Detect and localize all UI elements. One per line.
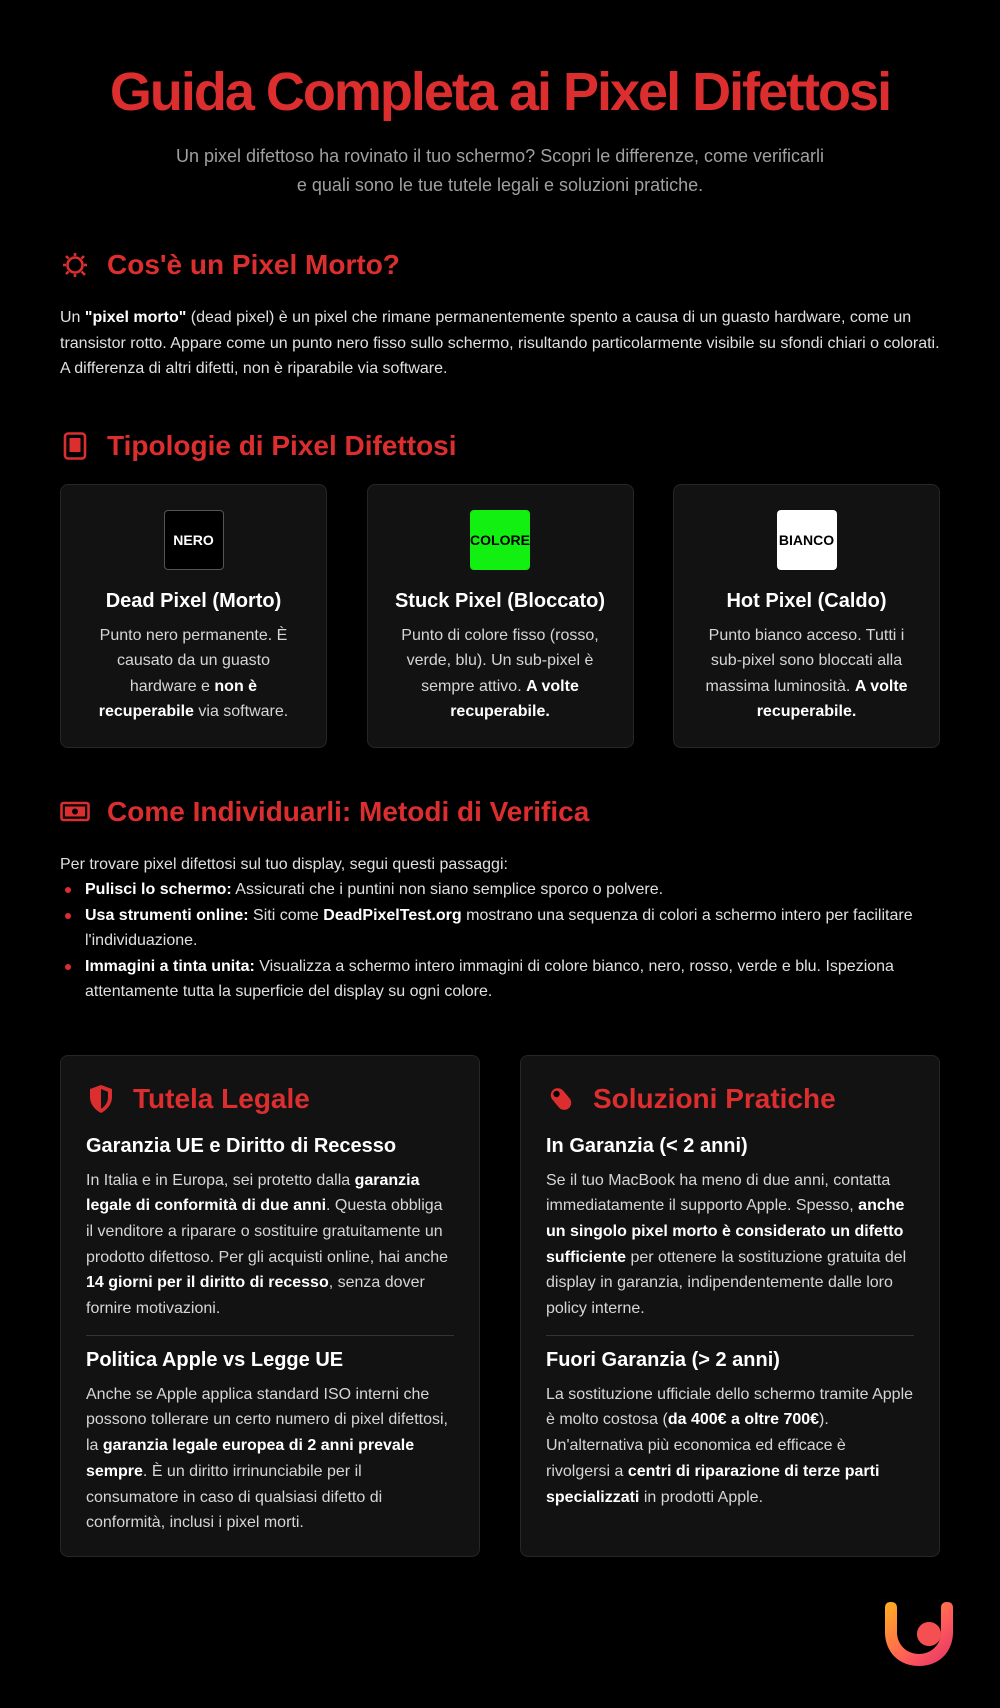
solutions-subtitle-warranty: In Garanzia (< 2 anni) <box>546 1134 748 1157</box>
section-types-header <box>60 428 940 464</box>
section-what-text: Un "pixel morto" (dead pixel) è un pixel che rimane permanentemente spento a causa di un guasto hardware, come un transistor rotto. Appare come un punto nero fisso sullo schermo, risultando particolarmente visibile su sfondi chiari o colorati. A differenza di altri difetti, non è riparabile via software. <box>60 309 940 377</box>
solutions-text-warranty: Se il tuo MacBook ha meno di due anni, contatta immediatamente il supporto Apple. Spesso, anche un singolo pixel morto è considerato un difetto sufficiente per ottenere la sostituzione gratuita del display in garanzia, indipendentemente dalle loro policy interne. <box>546 1171 907 1318</box>
type-card-text: Punto di colore fisso (rosso, verde, blu). Un sub-pixel è sempre attivo. A volte recuperabile. <box>401 626 599 720</box>
type-card-text: Punto bianco acceso. Tutti i sub-pixel sono bloccati alla massima luminosità. A volte recuperabile. <box>705 626 908 720</box>
section-types-title: Tipologie di Pixel Difettosi <box>107 429 457 461</box>
type-card-text: Punto nero permanente. È causato da un guasto hardware e non è recuperabile via software. <box>98 626 289 720</box>
legal-box <box>60 1055 480 1557</box>
type-card-stuck <box>367 484 634 748</box>
subtitle-line: Un pixel difettoso ha rovinato il tuo schermo? Scopri le differenze, come verificarli <box>176 146 824 166</box>
legal-text-apple: Anche se Apple applica standard ISO interni che possono tollerare un certo numero di pixel difettosi, la garanzia legale europea di 2 anni prevale sempre. È un diritto irrinunciabile per il consumatore in caso di qualsiasi difetto di conformità, inclusi i pixel morti. <box>86 1385 448 1532</box>
swatch-black: NERO <box>164 510 224 570</box>
tablet-icon <box>60 431 90 461</box>
money-icon <box>60 797 90 827</box>
type-card-title: Dead Pixel (Morto) <box>105 589 282 612</box>
type-card-hot <box>673 484 940 748</box>
list-item: Usa strumenti online: Siti come DeadPixelTest.org mostrano una sequenza di colori a schermo intero per facilitare l'individuazione. <box>60 903 940 954</box>
legal-title: Tutela Legale <box>133 1082 310 1114</box>
page-title: Guida Completa ai Pixel Difettosi <box>109 62 891 122</box>
bottom-boxes <box>60 1055 940 1557</box>
section-what-header <box>60 247 940 283</box>
type-card-title: Stuck Pixel (Bloccato) <box>394 589 606 612</box>
list-item: Pulisci lo schermo: Assicurati che i puntini non siano semplice sporco o polvere. <box>60 877 940 903</box>
legal-subtitle-apple: Politica Apple vs Legge UE <box>86 1348 344 1371</box>
subtitle-line: e quali sono le tue tutele legali e soluzioni pratiche. <box>296 175 704 195</box>
shield-icon <box>86 1084 116 1114</box>
legal-header <box>86 1081 454 1117</box>
legal-subtitle-eu: Garanzia UE e Diritto di Recesso <box>86 1134 397 1157</box>
solutions-title: Soluzioni Pratiche <box>593 1082 836 1114</box>
solutions-text-out: La sostituzione ufficiale dello schermo tramite Apple è molto costosa (da 400€ a oltre 700€). Un'alternativa più economica ed efficace è rivolgersi a centri di riparazione di terze parti specializzati in prodotti Apple. <box>546 1385 914 1506</box>
list-item: Immagini a tinta unita: Visualizza a schermo intero immagini di colore bianco, nero, rosso, verde e blu. Ispeziona attentamente tutta la superficie del display su ogni colore. <box>60 954 940 1005</box>
section-detect-header <box>60 794 940 830</box>
swatch-color: COLORE <box>470 510 530 570</box>
swatch-white: BIANCO <box>777 510 837 570</box>
solutions-box <box>520 1055 940 1557</box>
divider <box>86 1335 454 1336</box>
bug-icon <box>60 250 90 280</box>
type-card-title: Hot Pixel (Caldo) <box>726 589 887 612</box>
pixel-types-grid <box>60 484 940 748</box>
legal-text-eu: In Italia e in Europa, sei protetto dalla garanzia legale di conformità di due anni. Questa obbliga il venditore a riparare o sostituire gratuitamente un prodotto difettoso. Per gli acquisti online, hai anche 14 giorni per il diritto di recesso, senza dover fornire motivazioni. <box>86 1171 449 1318</box>
bandage-icon <box>546 1084 576 1114</box>
detect-steps-list <box>60 877 940 1005</box>
type-card-dead <box>60 484 327 748</box>
detect-intro: Per trovare pixel difettosi sul tuo display, segui questi passaggi: <box>60 855 508 873</box>
divider <box>546 1335 914 1336</box>
brand-logo-icon <box>883 1598 955 1668</box>
page-subtitle <box>60 142 940 200</box>
solutions-subtitle-out: Fuori Garanzia (> 2 anni) <box>546 1348 780 1371</box>
section-detect-title: Come Individuarli: Metodi di Verifica <box>107 795 590 827</box>
section-what-title: Cos'è un Pixel Morto? <box>107 249 400 280</box>
solutions-header <box>546 1081 914 1117</box>
